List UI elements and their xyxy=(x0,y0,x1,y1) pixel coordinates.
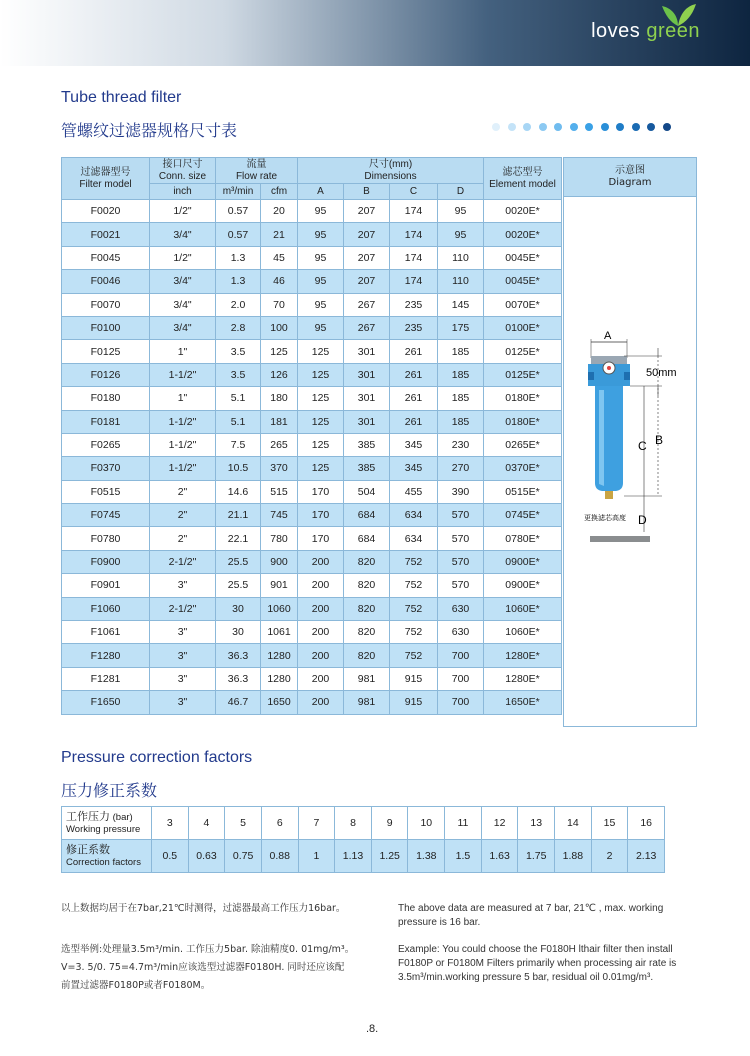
header-flow-rate: 流量 Flow rate xyxy=(216,158,298,184)
correction-factor-value: 1.75 xyxy=(518,840,555,873)
cell-dim-d: 390 xyxy=(438,480,484,503)
cell-flow-m3: 10.5 xyxy=(216,457,261,480)
section-title-cn: 管螺纹过滤器规格尺寸表 xyxy=(61,121,238,140)
cell-flow-cfm: 126 xyxy=(261,363,298,386)
correction-factor-value: 0.63 xyxy=(188,840,225,873)
cell-dim-b: 820 xyxy=(344,550,390,573)
cell-flow-m3: 0.57 xyxy=(216,223,261,246)
cell-flow-cfm: 1280 xyxy=(261,667,298,690)
decorative-dot xyxy=(585,123,593,131)
cell-flow-cfm: 21 xyxy=(261,223,298,246)
decorative-dot xyxy=(508,123,516,131)
note-cn-measurement: 以上数据均居于在7bar,21℃时测得，过滤器最高工作压力16bar。 xyxy=(61,903,346,914)
cell-element-model: 0265E* xyxy=(484,433,562,456)
cell-element-model: 1060E* xyxy=(484,597,562,620)
header-dim-c: C xyxy=(390,184,438,200)
cell-dim-b: 301 xyxy=(344,340,390,363)
page-header-banner xyxy=(0,0,750,66)
cell-flow-cfm: 900 xyxy=(261,550,298,573)
cell-element-model: 0780E* xyxy=(484,527,562,550)
cell-flow-cfm: 515 xyxy=(261,480,298,503)
diagram-header: 示意图 Diagram xyxy=(564,158,696,197)
cell-flow-cfm: 1650 xyxy=(261,691,298,714)
cell-dim-d: 175 xyxy=(438,316,484,339)
cell-flow-m3: 5.1 xyxy=(216,387,261,410)
cell-dim-a: 170 xyxy=(298,527,344,550)
working-pressure-label: 工作压力 (bar) Working pressure xyxy=(62,807,152,840)
cell-flow-cfm: 125 xyxy=(261,340,298,363)
cell-dim-d: 185 xyxy=(438,340,484,363)
cell-dim-c: 752 xyxy=(390,550,438,573)
cell-model: F0046 xyxy=(62,270,150,293)
decorative-dot xyxy=(663,123,671,131)
cell-conn-size: 2" xyxy=(150,527,216,550)
cell-flow-m3: 7.5 xyxy=(216,433,261,456)
table-row xyxy=(62,246,562,269)
cell-model: F1280 xyxy=(62,644,150,667)
cell-dim-d: 700 xyxy=(438,667,484,690)
cell-model: F0070 xyxy=(62,293,150,316)
cell-dim-b: 301 xyxy=(344,410,390,433)
cell-dim-b: 820 xyxy=(344,621,390,644)
cell-dim-c: 345 xyxy=(390,433,438,456)
cell-conn-size: 3/4" xyxy=(150,316,216,339)
table-row xyxy=(62,223,562,246)
dim-label-c: C xyxy=(638,439,647,453)
cell-flow-m3: 25.5 xyxy=(216,550,261,573)
cell-element-model: 0745E* xyxy=(484,504,562,527)
decorative-dot xyxy=(523,123,531,131)
correction-factor-value: 0.88 xyxy=(261,840,298,873)
cell-dim-d: 145 xyxy=(438,293,484,316)
pressure-value: 14 xyxy=(555,807,592,840)
cell-conn-size: 3" xyxy=(150,691,216,714)
cell-model: F0045 xyxy=(62,246,150,269)
cell-element-model: 0125E* xyxy=(484,363,562,386)
cell-model: F0021 xyxy=(62,223,150,246)
cell-dim-b: 981 xyxy=(344,691,390,714)
cell-dim-b: 207 xyxy=(344,223,390,246)
cell-dim-a: 200 xyxy=(298,574,344,597)
cell-element-model: 1060E* xyxy=(484,621,562,644)
cell-flow-m3: 30 xyxy=(216,621,261,644)
cell-conn-size: 1" xyxy=(150,387,216,410)
cell-dim-b: 981 xyxy=(344,667,390,690)
brand-word-2: green xyxy=(646,20,700,42)
cell-dim-b: 684 xyxy=(344,527,390,550)
header-dimensions: 尺寸(mm) Dimensions xyxy=(298,158,484,184)
cell-dim-c: 752 xyxy=(390,574,438,597)
table-row xyxy=(62,504,562,527)
cell-conn-size: 3" xyxy=(150,574,216,597)
correction-factor-value: 1.5 xyxy=(445,840,482,873)
cell-model: F0900 xyxy=(62,550,150,573)
header-conn-unit: inch xyxy=(150,184,216,200)
cell-dim-b: 820 xyxy=(344,644,390,667)
header-dim-b: B xyxy=(344,184,390,200)
cell-dim-c: 235 xyxy=(390,316,438,339)
cell-dim-c: 261 xyxy=(390,410,438,433)
cell-conn-size: 1-1/2" xyxy=(150,410,216,433)
cell-model: F0780 xyxy=(62,527,150,550)
cell-element-model: 0900E* xyxy=(484,574,562,597)
cell-model: F1281 xyxy=(62,667,150,690)
cell-flow-cfm: 70 xyxy=(261,293,298,316)
cell-model: F0370 xyxy=(62,457,150,480)
correction-factor-value: 1.25 xyxy=(371,840,408,873)
table-row xyxy=(62,270,562,293)
cell-flow-m3: 21.1 xyxy=(216,504,261,527)
header-element-model: 滤芯型号 Element model xyxy=(484,158,562,200)
pressure-value: 13 xyxy=(518,807,555,840)
dim-label-a: A xyxy=(604,330,612,342)
cell-model: F1061 xyxy=(62,621,150,644)
cell-dim-a: 125 xyxy=(298,410,344,433)
cell-flow-cfm: 100 xyxy=(261,316,298,339)
pressure-value: 16 xyxy=(628,807,665,840)
cell-dim-d: 95 xyxy=(438,223,484,246)
cell-element-model: 0180E* xyxy=(484,387,562,410)
cell-flow-m3: 14.6 xyxy=(216,480,261,503)
cell-element-model: 0045E* xyxy=(484,246,562,269)
cell-conn-size: 1/2" xyxy=(150,246,216,269)
cell-conn-size: 3" xyxy=(150,621,216,644)
cell-dim-c: 752 xyxy=(390,644,438,667)
cell-dim-c: 261 xyxy=(390,363,438,386)
cell-dim-a: 200 xyxy=(298,597,344,620)
cell-dim-a: 125 xyxy=(298,340,344,363)
cell-dim-d: 95 xyxy=(438,200,484,223)
cell-element-model: 1280E* xyxy=(484,667,562,690)
cell-flow-cfm: 745 xyxy=(261,504,298,527)
cell-dim-d: 270 xyxy=(438,457,484,480)
cell-model: F0265 xyxy=(62,433,150,456)
dim-label-b: B xyxy=(655,433,664,447)
cell-dim-c: 345 xyxy=(390,457,438,480)
cell-element-model: 0020E* xyxy=(484,223,562,246)
cell-dim-a: 95 xyxy=(298,270,344,293)
cell-dim-d: 630 xyxy=(438,597,484,620)
cell-dim-c: 261 xyxy=(390,340,438,363)
cell-element-model: 1650E* xyxy=(484,691,562,714)
table-row xyxy=(62,457,562,480)
cell-dim-a: 95 xyxy=(298,223,344,246)
cell-flow-m3: 30 xyxy=(216,597,261,620)
correction-factor-label: 修正系数 Correction factors xyxy=(62,840,152,873)
table-row xyxy=(62,363,562,386)
cell-flow-m3: 3.5 xyxy=(216,363,261,386)
table-row xyxy=(62,200,562,223)
page-number: .8. xyxy=(366,1023,379,1035)
table-row xyxy=(62,574,562,597)
cell-dim-b: 504 xyxy=(344,480,390,503)
cell-element-model: 0020E* xyxy=(484,200,562,223)
cell-dim-b: 385 xyxy=(344,457,390,480)
section-title-en: Tube thread filter xyxy=(61,89,182,106)
cell-dim-d: 570 xyxy=(438,574,484,597)
filter-spec-table xyxy=(61,157,562,715)
cell-element-model: 0125E* xyxy=(484,340,562,363)
pressure-value: 11 xyxy=(445,807,482,840)
cell-dim-a: 125 xyxy=(298,387,344,410)
cell-dim-d: 570 xyxy=(438,550,484,573)
table-row xyxy=(62,644,562,667)
cell-conn-size: 3/4" xyxy=(150,270,216,293)
table-row xyxy=(62,667,562,690)
cell-dim-a: 95 xyxy=(298,246,344,269)
pressure-value: 4 xyxy=(188,807,225,840)
cell-dim-a: 200 xyxy=(298,691,344,714)
table-row xyxy=(62,597,562,620)
cell-dim-c: 634 xyxy=(390,527,438,550)
cell-flow-m3: 2.8 xyxy=(216,316,261,339)
cell-dim-a: 125 xyxy=(298,363,344,386)
cell-dim-b: 684 xyxy=(344,504,390,527)
filter-diagram xyxy=(564,328,698,548)
correction-factor-value: 0.75 xyxy=(225,840,262,873)
cell-flow-cfm: 46 xyxy=(261,270,298,293)
pressure-value: 10 xyxy=(408,807,445,840)
cell-dim-d: 230 xyxy=(438,433,484,456)
cell-model: F1650 xyxy=(62,691,150,714)
brand-word-1: loves xyxy=(591,20,641,42)
cell-conn-size: 2-1/2" xyxy=(150,597,216,620)
pressure-value: 8 xyxy=(335,807,372,840)
cell-dim-b: 820 xyxy=(344,574,390,597)
cell-dim-a: 200 xyxy=(298,621,344,644)
correction-factor-value: 1.13 xyxy=(335,840,372,873)
cell-dim-a: 200 xyxy=(298,644,344,667)
correction-factor-value: 1.63 xyxy=(481,840,518,873)
pressure-title-cn: 压力修正系数 xyxy=(61,781,158,800)
cell-model: F0126 xyxy=(62,363,150,386)
cell-element-model: 0180E* xyxy=(484,410,562,433)
cell-flow-m3: 1.3 xyxy=(216,270,261,293)
cell-conn-size: 1-1/2" xyxy=(150,433,216,456)
header-flow-unit-m3: m³/min xyxy=(216,184,261,200)
header-filter-model: 过滤器型号 Filter model xyxy=(62,158,150,200)
cell-flow-m3: 36.3 xyxy=(216,644,261,667)
cell-flow-cfm: 265 xyxy=(261,433,298,456)
cell-conn-size: 3/4" xyxy=(150,293,216,316)
correction-factor-value: 1.38 xyxy=(408,840,445,873)
cell-element-model: 0100E* xyxy=(484,316,562,339)
cell-dim-b: 207 xyxy=(344,270,390,293)
table-row xyxy=(62,293,562,316)
cell-dim-a: 95 xyxy=(298,293,344,316)
cell-dim-b: 385 xyxy=(344,433,390,456)
cell-model: F0020 xyxy=(62,200,150,223)
header-flow-unit-cfm: cfm xyxy=(261,184,298,200)
cell-element-model: 0370E* xyxy=(484,457,562,480)
table-row xyxy=(62,550,562,573)
brand-logo xyxy=(591,20,700,43)
cell-flow-cfm: 901 xyxy=(261,574,298,597)
cell-flow-cfm: 180 xyxy=(261,387,298,410)
cell-dim-d: 570 xyxy=(438,527,484,550)
correction-factor-value: 1.88 xyxy=(555,840,592,873)
cell-model: F0125 xyxy=(62,340,150,363)
cell-flow-m3: 5.1 xyxy=(216,410,261,433)
replace-height-label: 更换滤芯高度 xyxy=(584,514,626,522)
table-row xyxy=(62,621,562,644)
pressure-value: 5 xyxy=(225,807,262,840)
decorative-dot xyxy=(601,123,609,131)
table-row xyxy=(62,527,562,550)
note-en-example: Example: You could choose the F0180H lthair filter then install F0180P or F0180M Filters primarily when processing air rate is 3.5m³/min.working pressure 5 bar, residual oil 0.01mg/m³. xyxy=(398,944,677,983)
cell-element-model: 0070E* xyxy=(484,293,562,316)
cell-flow-m3: 1.3 xyxy=(216,246,261,269)
cell-flow-cfm: 20 xyxy=(261,200,298,223)
pressure-correction-table xyxy=(61,806,665,873)
cell-flow-m3: 2.0 xyxy=(216,293,261,316)
correction-factor-value: 2 xyxy=(591,840,628,873)
cell-element-model: 0900E* xyxy=(484,550,562,573)
pressure-title-en: Pressure correction factors xyxy=(61,749,253,766)
cell-conn-size: 2" xyxy=(150,480,216,503)
cell-dim-d: 185 xyxy=(438,363,484,386)
cell-flow-cfm: 45 xyxy=(261,246,298,269)
cell-flow-cfm: 370 xyxy=(261,457,298,480)
decorative-dot xyxy=(554,123,562,131)
cell-conn-size: 3" xyxy=(150,644,216,667)
cell-dim-c: 261 xyxy=(390,387,438,410)
cell-dim-a: 200 xyxy=(298,550,344,573)
table-row xyxy=(62,691,562,714)
cell-model: F0181 xyxy=(62,410,150,433)
table-row xyxy=(62,480,562,503)
cell-model: F0745 xyxy=(62,504,150,527)
pressure-value: 3 xyxy=(152,807,189,840)
decorative-dot xyxy=(616,123,624,131)
cell-dim-b: 820 xyxy=(344,597,390,620)
cell-conn-size: 1/2" xyxy=(150,200,216,223)
table-row xyxy=(62,410,562,433)
cell-model: F0100 xyxy=(62,316,150,339)
cell-dim-c: 174 xyxy=(390,270,438,293)
cell-dim-c: 915 xyxy=(390,691,438,714)
cell-dim-d: 110 xyxy=(438,270,484,293)
cell-dim-a: 95 xyxy=(298,316,344,339)
cell-dim-c: 455 xyxy=(390,480,438,503)
pressure-value: 9 xyxy=(371,807,408,840)
cell-dim-b: 267 xyxy=(344,316,390,339)
correction-factor-value: 0.5 xyxy=(152,840,189,873)
cell-flow-m3: 36.3 xyxy=(216,667,261,690)
cell-conn-size: 2" xyxy=(150,504,216,527)
cell-dim-c: 915 xyxy=(390,667,438,690)
table-row xyxy=(62,340,562,363)
cell-conn-size: 2-1/2" xyxy=(150,550,216,573)
cell-dim-d: 700 xyxy=(438,644,484,667)
cell-dim-c: 174 xyxy=(390,223,438,246)
dim-label-d: D xyxy=(638,513,647,527)
pressure-value: 6 xyxy=(261,807,298,840)
cell-dim-c: 174 xyxy=(390,246,438,269)
cell-dim-b: 207 xyxy=(344,246,390,269)
pressure-value: 7 xyxy=(298,807,335,840)
correction-factor-value: 1 xyxy=(298,840,335,873)
cell-dim-c: 752 xyxy=(390,621,438,644)
cell-dim-a: 200 xyxy=(298,667,344,690)
cell-dim-a: 125 xyxy=(298,457,344,480)
header-conn-size: 接口尺寸 Conn. size xyxy=(150,158,216,184)
cell-dim-d: 630 xyxy=(438,621,484,644)
decorative-dot xyxy=(539,123,547,131)
cell-conn-size: 1" xyxy=(150,340,216,363)
cell-flow-cfm: 1280 xyxy=(261,644,298,667)
cell-model: F0180 xyxy=(62,387,150,410)
cell-dim-b: 301 xyxy=(344,363,390,386)
pressure-value: 15 xyxy=(591,807,628,840)
cell-flow-m3: 46.7 xyxy=(216,691,261,714)
note-cn-example: 选型举例:处理量3.5m³/min. 工作压力5bar. 除油精度0. 01mg/m³。 V=3. 5/0. 75=4.7m³/min应该选型过滤器F0180H. 同时还应该配 前置过滤器F0180P或者F0180M。 xyxy=(61,944,355,991)
cell-dim-b: 207 xyxy=(344,200,390,223)
cell-dim-c: 752 xyxy=(390,597,438,620)
cell-model: F1060 xyxy=(62,597,150,620)
cell-flow-m3: 25.5 xyxy=(216,574,261,597)
cell-element-model: 1280E* xyxy=(484,644,562,667)
note-en-measurement: The above data are measured at 7 bar, 21℃ , max. working pressure is 16 bar. xyxy=(398,903,664,928)
cell-flow-m3: 0.57 xyxy=(216,200,261,223)
cell-dim-b: 301 xyxy=(344,387,390,410)
cell-dim-a: 125 xyxy=(298,433,344,456)
cell-conn-size: 1-1/2" xyxy=(150,457,216,480)
cell-flow-m3: 3.5 xyxy=(216,340,261,363)
cell-conn-size: 1-1/2" xyxy=(150,363,216,386)
cell-dim-a: 170 xyxy=(298,504,344,527)
decorative-dot xyxy=(647,123,655,131)
cell-dim-d: 570 xyxy=(438,504,484,527)
cell-flow-cfm: 1061 xyxy=(261,621,298,644)
cell-dim-d: 110 xyxy=(438,246,484,269)
pressure-value: 12 xyxy=(481,807,518,840)
cell-dim-d: 700 xyxy=(438,691,484,714)
header-dim-a: A xyxy=(298,184,344,200)
cell-flow-cfm: 181 xyxy=(261,410,298,433)
cell-flow-cfm: 1060 xyxy=(261,597,298,620)
table-row xyxy=(62,316,562,339)
cell-dim-d: 185 xyxy=(438,387,484,410)
cell-dim-c: 634 xyxy=(390,504,438,527)
cell-model: F0901 xyxy=(62,574,150,597)
cell-model: F0515 xyxy=(62,480,150,503)
table-row xyxy=(62,387,562,410)
header-dim-d: D xyxy=(438,184,484,200)
decorative-dot xyxy=(632,123,640,131)
cell-flow-m3: 22.1 xyxy=(216,527,261,550)
cell-dim-c: 235 xyxy=(390,293,438,316)
cell-dim-d: 185 xyxy=(438,410,484,433)
cell-element-model: 0045E* xyxy=(484,270,562,293)
correction-factor-value: 2.13 xyxy=(628,840,665,873)
table-row xyxy=(62,433,562,456)
cell-conn-size: 3" xyxy=(150,667,216,690)
cell-dim-c: 174 xyxy=(390,200,438,223)
cell-dim-b: 267 xyxy=(344,293,390,316)
cell-conn-size: 3/4" xyxy=(150,223,216,246)
diagram-panel xyxy=(563,157,697,727)
cell-dim-a: 170 xyxy=(298,480,344,503)
decorative-dot xyxy=(570,123,578,131)
decorative-dot xyxy=(492,123,500,131)
dim-label-50mm: 50mm xyxy=(646,367,677,379)
cell-flow-cfm: 780 xyxy=(261,527,298,550)
cell-dim-a: 95 xyxy=(298,200,344,223)
cell-element-model: 0515E* xyxy=(484,480,562,503)
